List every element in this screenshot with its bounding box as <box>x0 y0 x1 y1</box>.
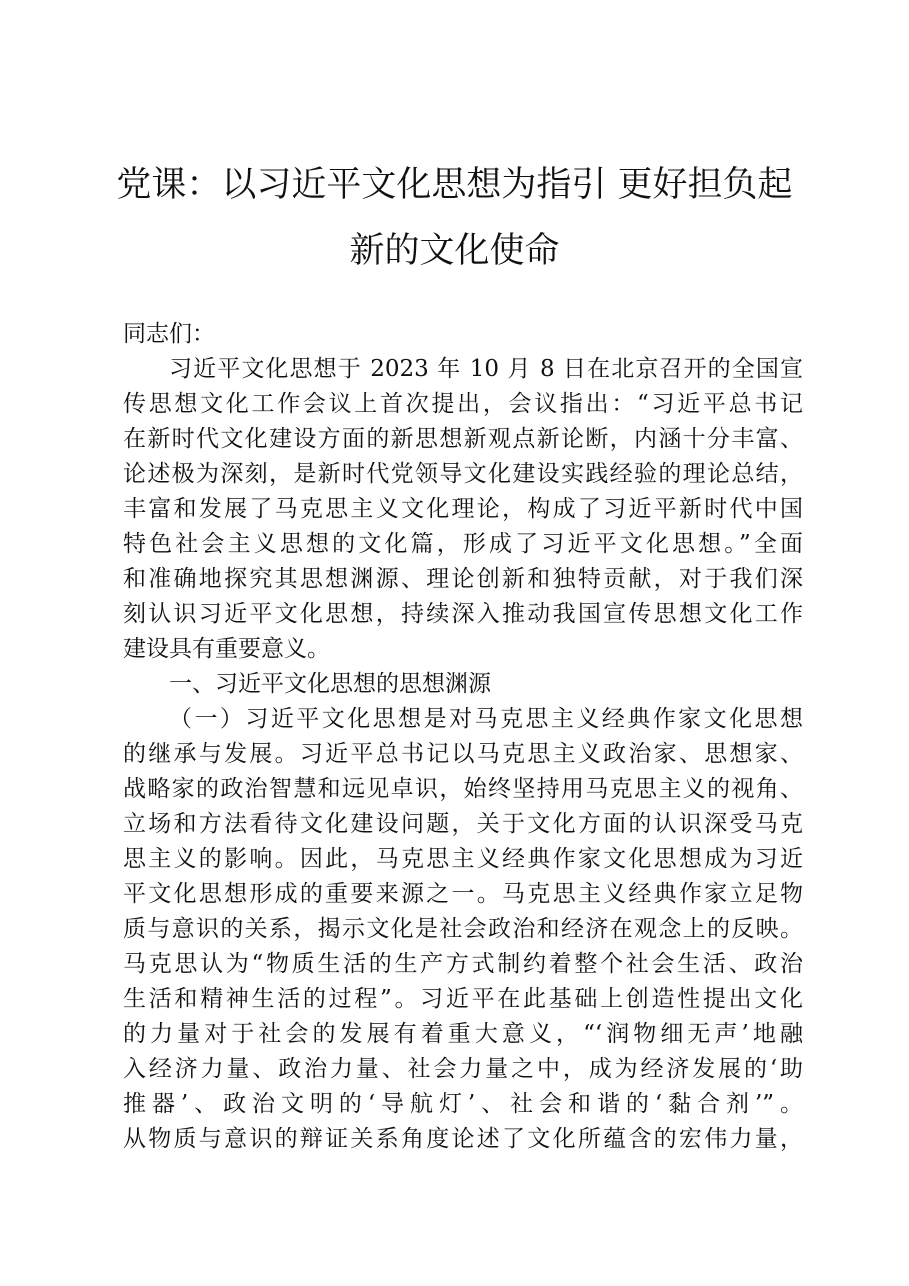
paragraph-2-line: 立场和方法看待文化建设问题，关于文化方面的认识深受马克 <box>123 811 803 837</box>
paragraph-1-line: 和准确地探究其思想渊源、理论创新和独特贡献，对于我们深 <box>123 566 803 592</box>
paragraph-1-line: 建设具有重要意义。 <box>123 636 330 662</box>
paragraph-2-line: 从物质与意识的辩证关系角度论述了文化所蕴含的宏伟力量， <box>123 1126 803 1152</box>
paragraph-1-line: 传思想文化工作会议上首次提出，会议指出：“习近平总书记 <box>123 391 803 417</box>
document-title-line-2: 新的文化使命 <box>349 231 560 271</box>
paragraph-2-line: 入经济力量、政治力量、社会力量之中，成为经济发展的‘助 <box>123 1056 803 1082</box>
paragraph-2-line: 马克思认为“物质生活的生产方式制约着整个社会生活、政治 <box>123 951 803 977</box>
paragraph-2-line: 战略家的政治智慧和远见卓识，始终坚持用马克思主义的视角、 <box>123 776 803 802</box>
document-title-line-1: 党课：以习近平文化思想为指引 更好担负起 <box>116 165 793 205</box>
paragraph-1-line: 习近平文化思想于 2023 年 10 月 8 日在北京召开的全国宣 <box>169 356 803 382</box>
section-1-heading: 一、习近平文化思想的思想渊源 <box>169 671 491 697</box>
paragraph-2-line: 的力量对于社会的发展有着重大意义，“‘润物细无声’地融 <box>123 1021 803 1047</box>
paragraph-2-line: 思主义的影响。因此，马克思主义经典作家文化思想成为习近 <box>123 846 803 872</box>
paragraph-1-line: 刻认识习近平文化思想，持续深入推动我国宣传思想文化工作 <box>123 601 803 627</box>
subsection-1-heading-end: 的继承与发展。 <box>123 741 300 767</box>
paragraph-2-line: 质与意识的关系，揭示文化是社会政治和经济在观念上的反映。 <box>123 916 803 942</box>
paragraph-1-line: 丰富和发展了马克思主义文化理论，构成了习近平新时代中国 <box>123 496 803 522</box>
paragraph-2-line-1 <box>123 738 803 770</box>
salutation: 同志们： <box>123 321 215 347</box>
paragraph-2-line: 推器’、政治文明的‘导航灯’、社会和谐的‘黏合剂’”。 <box>123 1091 803 1117</box>
paragraph-2-line: 生活和精神生活的过程”。习近平在此基础上创造性提出文化 <box>123 986 803 1012</box>
paragraph-1-line: 在新时代文化建设方面的新思想新观点新论断，内涵十分丰富、 <box>123 426 803 452</box>
paragraph-2-text-start: 习近平总书记以马克思主义政治家、思想家、 <box>299 741 804 767</box>
subsection-1-heading: （一）习近平文化思想是对马克思主义经典作家文化思想 <box>169 706 803 732</box>
paragraph-1-line: 论述极为深刻，是新时代党领导文化建设实践经验的理论总结， <box>123 461 803 487</box>
paragraph-1-line: 特色社会主义思想的文化篇，形成了习近平文化思想。”全面 <box>123 531 803 557</box>
paragraph-2-line: 平文化思想形成的重要来源之一。马克思主义经典作家立足物 <box>123 881 803 907</box>
